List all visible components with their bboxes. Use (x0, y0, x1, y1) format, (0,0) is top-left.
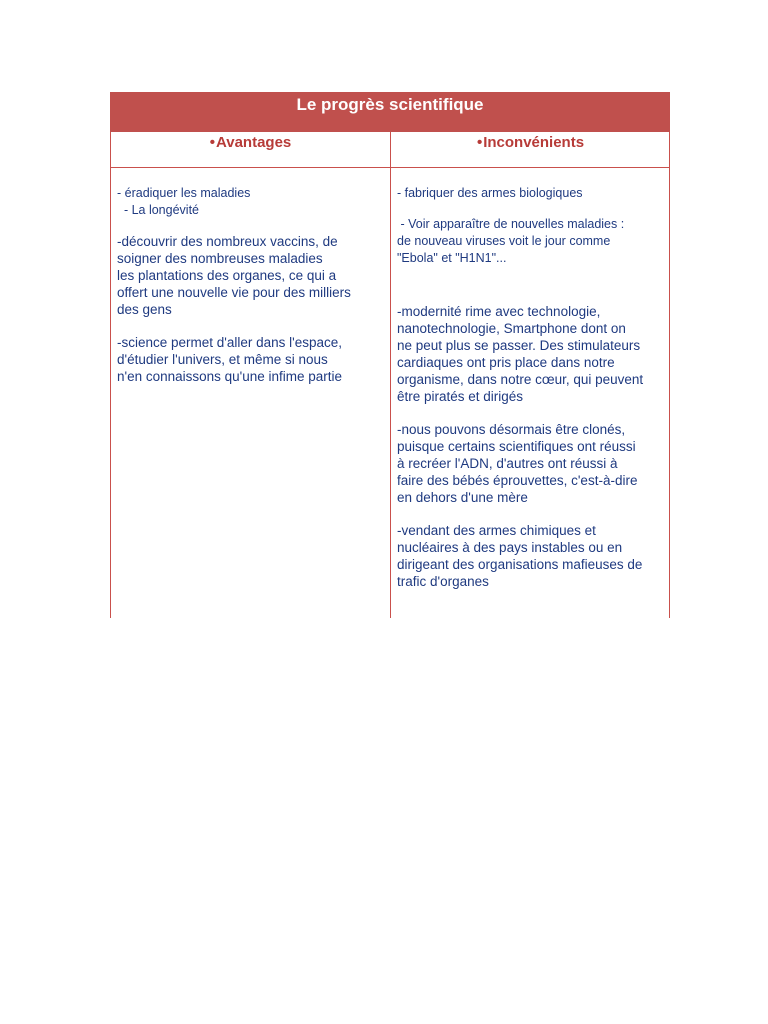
disadvantages-header (391, 132, 670, 168)
disadvantage-paragraph: -modernité rime avec technologie, nanotechnologie, Smartphone dont on ne peut plus se passer. Des stimulateurs cardiaques ont pris place dans notre organisme, dans notre cœur, qui peuvent être piratés et dirigés (397, 304, 644, 404)
disadvantage-paragraph: -nous pouvons désormais être clonés, puisque certains scientifiques ont réussi à recréer l'ADN, d'autres ont réussi à faire des bébés éprouvettes, c'est-à-dire en dehors d'une mère (397, 422, 638, 505)
disadvantages-header-label: Inconvénients (483, 134, 585, 151)
disadvantage-item: - Voir apparaître de nouvelles maladies : de nouveau viruses voit le jour comme "Ebola" et "H1N1"... (397, 217, 625, 265)
bullet-icon: • (476, 134, 483, 151)
advantages-cell (117, 185, 385, 385)
table-title: Le progrès scientifique (110, 92, 670, 132)
disadvantage-paragraph: -vendant des armes chimiques et nucléaires à des pays instables ou en dirigeant des organisations mafieuses de trafic d'organes (397, 523, 643, 589)
disadvantage-item: - fabriquer des armes biologiques (397, 186, 583, 200)
disadvantages-cell (397, 185, 669, 590)
bullet-icon: • (209, 134, 215, 151)
advantage-paragraph: -science permet d'aller dans l'espace, d'étudier l'univers, et même si nous n'en connaissons qu'une infime partie (117, 335, 343, 384)
pros-cons-table (110, 92, 670, 618)
advantages-header (111, 132, 390, 168)
advantage-paragraph: -découvrir des nombreux vaccins, de soigner des nombreuses maladies les plantations des organes, ce qui a offert une nouvelle vie pour des milliers des gens (117, 234, 351, 317)
advantage-item: - éradiquer les maladies (117, 186, 251, 200)
advantage-item: - La longévité (117, 203, 199, 217)
advantages-header-label: Avantages (215, 134, 292, 151)
column-divider (390, 132, 391, 618)
